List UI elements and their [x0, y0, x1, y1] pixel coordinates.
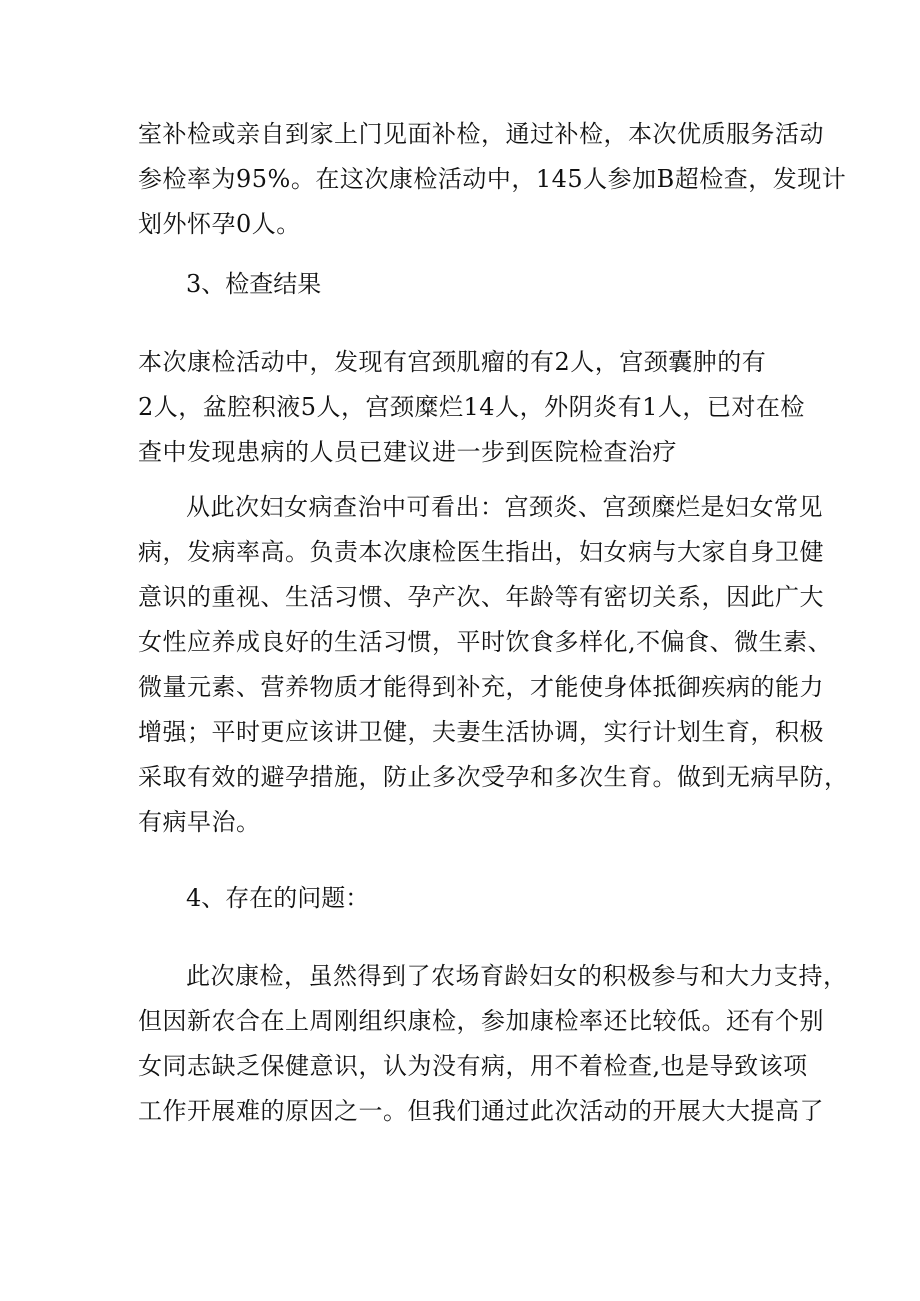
text-line: 有病早治。: [138, 808, 261, 836]
text-line: 增强；平时更应该讲卫健，夫妻生活协调，实行计划生育，积极: [138, 718, 824, 746]
paragraph-results: [138, 340, 805, 475]
text-line: 女同志缺乏保健意识，认为没有病，用不着检查,也是导致该项: [138, 1052, 808, 1080]
text-line: 此次康检，虽然得到了农场育龄妇女的积极参与和大力支持，: [186, 962, 848, 990]
text-line: 本次康检活动中，发现有宫颈肌瘤的有2人，宫颈囊肿的有: [138, 348, 767, 376]
text-line: 参检率为95%。在这次康检活动中，145人参加B超检查，发现计: [138, 165, 847, 193]
paragraph-participation: [138, 112, 847, 246]
paragraph-problems: [138, 954, 848, 1134]
text-line: 室补检或亲自到家上门见面补检，通过补检，本次优质服务活动: [138, 120, 824, 148]
text-line: 划外怀孕0人。: [138, 210, 301, 238]
section-heading-results: 3、检查结果: [186, 270, 322, 298]
text-line: 工作开展难的原因之一。但我们通过此次活动的开展大大提高了: [138, 1097, 824, 1125]
text-line: 病，发病率高。负责本次康检医生指出，妇女病与大家自身卫健: [138, 538, 824, 566]
paragraph-analysis: [138, 485, 849, 845]
text-line: 女性应养成良好的生活习惯，平时饮食多样化,不偏食、微生素、: [138, 628, 833, 656]
text-line: 采取有效的避孕措施，防止多次受孕和多次生育。做到无病早防，: [138, 763, 849, 791]
text-line: 查中发现患病的人员已建议进一步到医院检查治疗: [138, 438, 677, 466]
text-line: 意识的重视、生活习惯、孕产次、年龄等有密切关系，因此广大: [138, 583, 824, 611]
text-line: 但因新农合在上周刚组织康检，参加康检率还比较低。还有个别: [138, 1007, 824, 1035]
text-line: 微量元素、营养物质才能得到补充，才能使身体抵御疾病的能力: [138, 673, 824, 701]
text-line: 2人，盆腔积液5人，宫颈糜烂14人，外阴炎有1人，已对在检: [138, 393, 805, 421]
section-heading-problems: 4、存在的问题：: [186, 884, 370, 912]
text-line: 从此次妇女病查治中可看出：宫颈炎、宫颈糜烂是妇女常见: [186, 493, 823, 521]
